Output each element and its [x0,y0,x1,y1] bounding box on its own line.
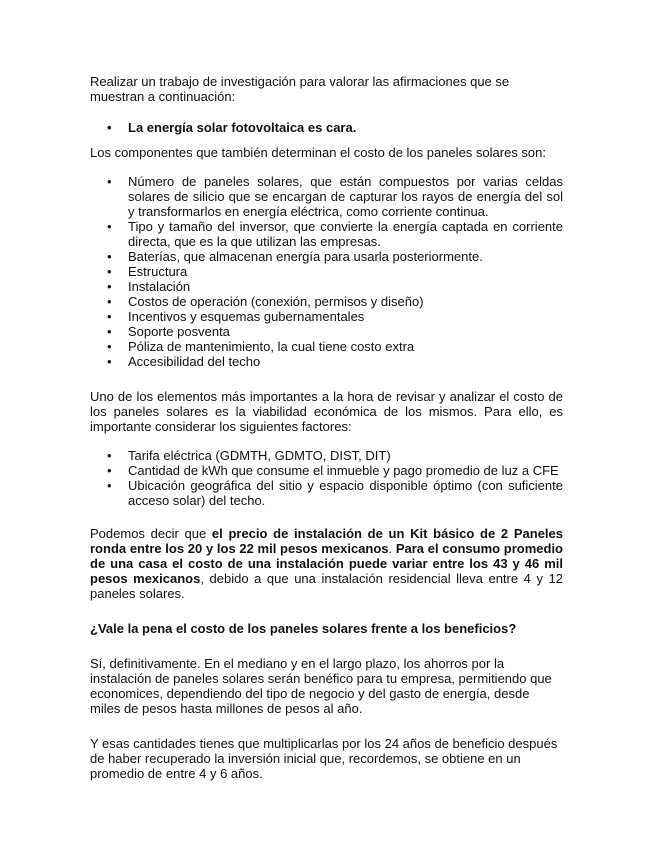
component-item: • Instalación [128,279,563,294]
factor-item: • Tarifa eléctrica (GDMTH, GDMTO, DIST, DIT) [128,448,563,463]
component-item: • Estructura [128,264,563,279]
factor-item: • Ubicación geográfica del sitio y espacio disponible óptimo (con suficiente acceso solar) del techo. [128,478,563,508]
price-paragraph [90,526,563,601]
component-item: • Baterías, que almacenan energía para usarla posteriormente. [128,249,563,264]
price-kit-bold: el precio de instalación de un Kit básico de 2 Paneles ronda entre los 20 y los 22 mil pesos mexicanos [90,526,563,556]
elements-paragraph: Uno de los elementos más importantes a la hora de revisar y analizar el costo de los paneles solares es la viabilidad económica de los mismos. Para ello, es importante considerar los siguientes factores: [90,389,563,434]
claim-list [90,120,563,135]
price-house-bold: Para el consumo promedio de una casa el costo de una instalación puede variar entre los 43 y 46 mil pesos mexicanos [90,541,563,586]
factor-item: • Cantidad de kWh que consume el inmueble y pago promedio de luz a CFE [128,463,563,478]
component-item: • Incentivos y esquemas gubernamentales [128,309,563,324]
price-text: Podemos decir que [90,526,212,541]
factors-list [90,448,563,508]
component-item: • Accesibilidad del techo [128,354,563,369]
answer-paragraph: Sí, definitivamente. En el mediano y en el largo plazo, los ahorros por la instalación de paneles solares serán benéfico para tu empresa, permitiendo que economices, dependiendo del tipo de negocio y del gasto de energía, desde miles de pesos hasta millones de pesos al año. [90,656,552,716]
components-lead: Los componentes que también determinan el costo de los paneles solares son: [90,145,547,160]
component-item: • Soporte posventa [128,324,563,339]
question-heading: ¿Vale la pena el costo de los paneles solares frente a los beneficios? [90,621,517,636]
claim-item: • La energía solar fotovoltaica es cara. [128,120,563,135]
price-text: , debido a que una instalación residencial lleva entre 4 y 12 paneles solares. [90,571,563,601]
component-item: • Tipo y tamaño del inversor, que convierte la energía captada en corriente directa, que es la que utilizan las empresas. [128,219,563,249]
component-item: • Póliza de mantenimiento, la cual tiene costo extra [128,339,563,354]
price-text: . [388,541,396,556]
components-list [90,174,563,369]
intro-paragraph: Realizar un trabajo de investigación para valorar las afirmaciones que se muestran a continuación: [90,74,510,104]
closing-paragraph: Y esas cantidades tienes que multiplicarlas por los 24 años de beneficio después de haber recuperado la inversión inicial que, recordemos, se obtiene en un promedio de entre 4 y 6 años. [90,736,558,781]
component-item: • Número de paneles solares, que están compuestos por varias celdas solares de silicio que se encargan de capturar los rayos de energía del sol y transformarlos en energía eléctrica, como corriente continua. [128,174,563,219]
component-item: • Costos de operación (conexión, permisos y diseño) [128,294,563,309]
